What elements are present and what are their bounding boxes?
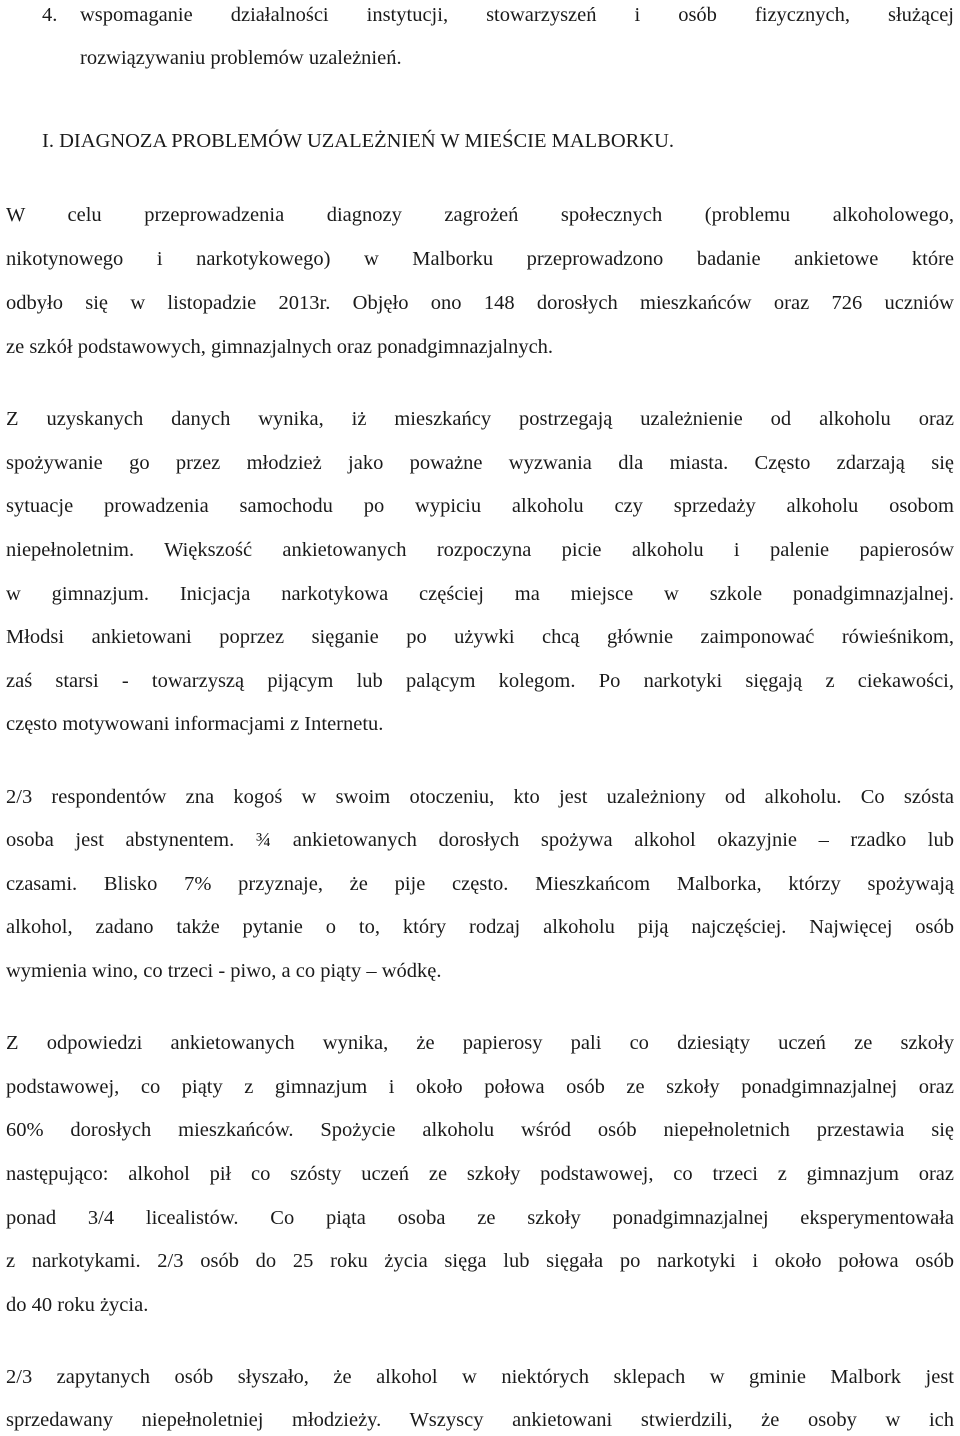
paragraph-2-line-2: spożywanie go przez młodzież jako poważne wyzwania dla miasta. Często zdarzają się — [6, 452, 954, 474]
paragraph-2-line-7: zaś starsi - towarzyszą pijącym lub palącym kolegom. Po narkotyki sięgają z ciekawości, — [6, 670, 954, 692]
paragraph-4-line-2: podstawowej, co piąty z gimnazjum i około połowa osób ze szkoły ponadgimnazjalnej oraz — [6, 1076, 954, 1098]
paragraph-3-line-4: alkohol, zadano także pytanie o to, który rodzaj alkoholu piją najczęściej. Najwięcej osób — [6, 916, 954, 938]
paragraph-3-line-2: osoba jest abstynentem. ¾ ankietowanych dorosłych spożywa alkohol okazyjnie – rzadko lub — [6, 829, 954, 851]
list-item-text-line-1: wspomaganie działalności instytucji, stowarzyszeń i osób fizycznych, służącej — [80, 4, 954, 26]
paragraph-4-line-1: Z odpowiedzi ankietowanych wynika, że papierosy pali co dziesiąty uczeń ze szkoły — [6, 1032, 954, 1054]
section-heading: I. DIAGNOZA PROBLEMÓW UZALEŻNIEŃ W MIEŚCIE MALBORKU. — [42, 130, 675, 152]
paragraph-4-line-6: z narkotykami. 2/3 osób do 25 roku życia sięga lub sięgała po narkotyki i około połowa osób — [6, 1250, 954, 1272]
paragraph-1-line-2: nikotynowego i narkotykowego) w Malborku przeprowadzono badanie ankietowe które — [6, 248, 954, 270]
paragraph-2-line-6: Młodsi ankietowani poprzez sięganie po używki chcą głównie zaimponować rówieśnikom, — [6, 626, 954, 648]
paragraph-1-line-3: odbyło się w listopadzie 2013r. Objęło ono 148 dorosłych mieszkańców oraz 726 uczniów — [6, 292, 954, 314]
paragraph-2-line-8: często motywowani informacjami z Internetu. — [6, 713, 384, 735]
paragraph-5-line-2: sprzedawany niepełnoletniej młodzieży. Wszyscy ankietowani stwierdzili, że osoby w ich — [6, 1409, 954, 1431]
paragraph-4-line-4: następująco: alkohol pił co szósty uczeń ze szkoły podstawowej, co trzeci z gimnazjum oraz — [6, 1163, 954, 1185]
list-item-text-line-2: rozwiązywaniu problemów uzależnień. — [80, 47, 402, 69]
paragraph-4-line-3: 60% dorosłych mieszkańców. Spożycie alkoholu wśród osób niepełnoletnich przestawia się — [6, 1119, 954, 1141]
paragraph-3-line-3: czasami. Blisko 7% przyznaje, że pije często. Mieszkańcom Malborka, którzy spożywają — [6, 873, 954, 895]
paragraph-2-line-1: Z uzyskanych danych wynika, iż mieszkańcy postrzegają uzależnienie od alkoholu oraz — [6, 408, 954, 430]
paragraph-4-line-7: do 40 roku życia. — [6, 1294, 149, 1316]
paragraph-2-line-5: w gimnazjum. Inicjacja narkotykowa częściej ma miejsce w szkole ponadgimnazjalnej. — [6, 583, 954, 605]
list-item-number: 4. — [42, 4, 58, 26]
paragraph-2-line-3: sytuacje prowadzenia samochodu po wypiciu alkoholu czy sprzedaży alkoholu osobom — [6, 495, 954, 517]
paragraph-4-line-5: ponad 3/4 licealistów. Co piąta osoba ze szkoły ponadgimnazjalnej eksperymentowała — [6, 1207, 954, 1229]
paragraph-2-line-4: niepełnoletnim. Większość ankietowanych rozpoczyna picie alkoholu i palenie papierosów — [6, 539, 954, 561]
paragraph-3-line-1: 2/3 respondentów zna kogoś w swoim otoczeniu, kto jest uzależniony od alkoholu. Co szósta — [6, 786, 954, 808]
paragraph-3-line-5: wymienia wino, co trzeci - piwo, a co piąty – wódkę. — [6, 960, 442, 982]
paragraph-5-line-1: 2/3 zapytanych osób słyszało, że alkohol w niektórych sklepach w gminie Malbork jest — [6, 1366, 954, 1388]
paragraph-1-line-1: W celu przeprowadzenia diagnozy zagrożeń społecznych (problemu alkoholowego, — [6, 204, 954, 226]
paragraph-1-line-4: ze szkół podstawowych, gimnazjalnych oraz ponadgimnazjalnych. — [6, 336, 554, 358]
